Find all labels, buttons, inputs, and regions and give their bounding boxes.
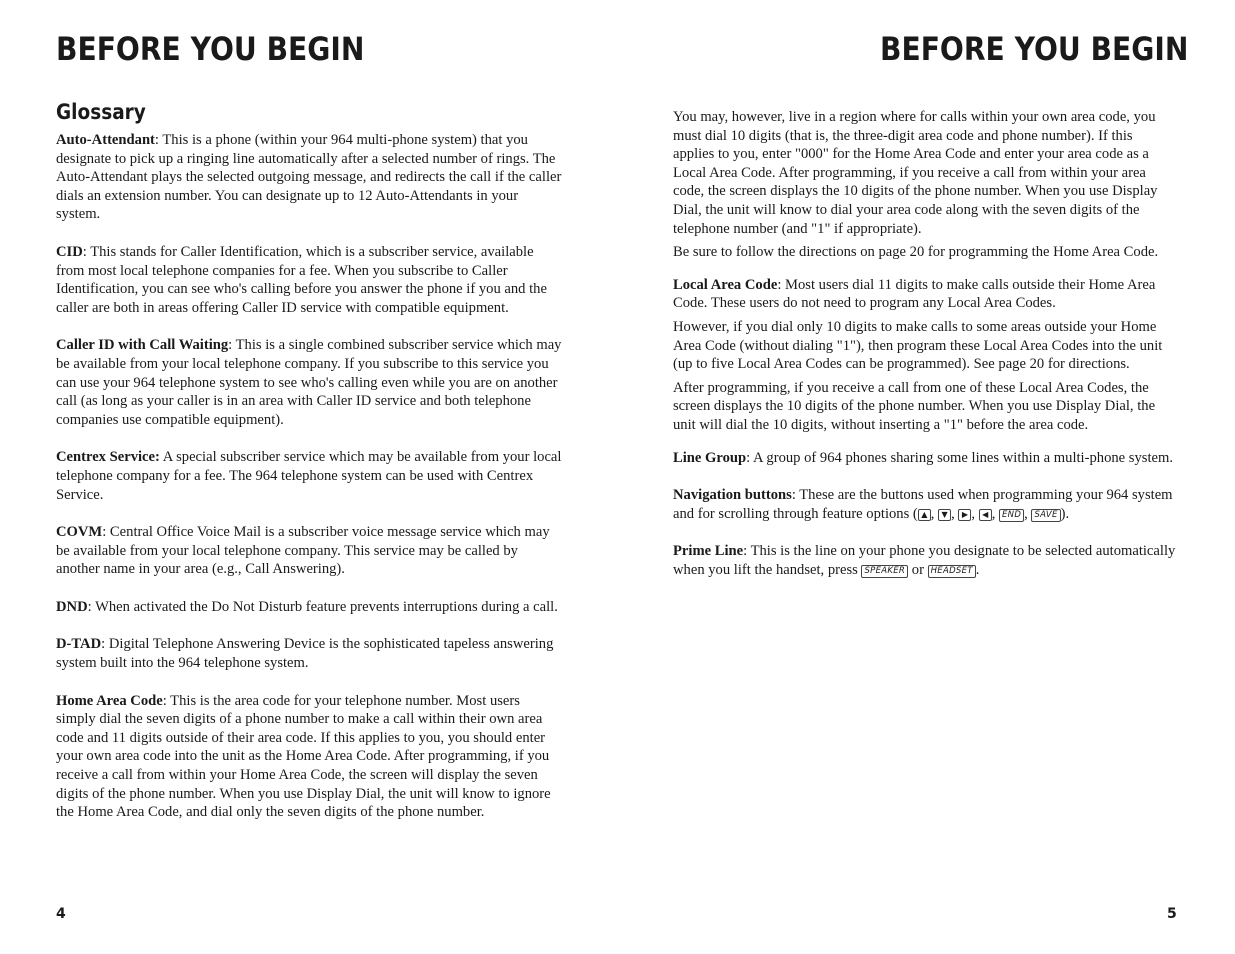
- up-arrow-key-icon: ▲: [918, 509, 931, 521]
- term-separator: :: [87, 598, 92, 615]
- end-key-icon: END: [999, 509, 1024, 522]
- glossary-term: Caller ID with Call Waiting: [56, 337, 229, 354]
- period: .: [975, 561, 980, 578]
- separator: ,: [971, 505, 979, 522]
- glossary-term: CID: [56, 243, 83, 260]
- glossary-definition: When activated the Do Not Disturb feature prevents interruptions during a call.: [91, 598, 558, 615]
- glossary-term: Line Group: [673, 449, 747, 466]
- glossary-definition: : Most users dial 11 digits to make calls outside their Home Area Code. These users do not need to program any Local Area Codes.: [673, 276, 1156, 312]
- glossary-definition: Central Office Voice Mail is a subscriber voice message service which may be available from your local telephone company. This service may be called by another name in your area (e.g., Call Answering).: [56, 524, 550, 578]
- save-key-icon: SAVE: [1031, 509, 1060, 522]
- glossary-term: Home Area Code: [56, 692, 163, 709]
- glossary-term: Navigation buttons: [673, 487, 792, 504]
- glossary-definition: This is a phone (within your 964 multi-phone system) that you designate to pick up a ringing line automatically after a selected number of rings. The Auto-Attendant plays the selected outgoing message, and redirects the call if the caller dials an extension number. You can designate up to 12 Auto-Attendants in your system.: [56, 132, 562, 223]
- glossary-definition: : This is the line on your phone you designate to be selected automatically when you lift the handset, press: [673, 543, 1176, 578]
- glossary-term: Auto-Attendant: [56, 132, 155, 148]
- page-number: 5: [1167, 906, 1177, 922]
- glossary-entry-cid: [56, 243, 562, 317]
- page-title: BEFORE YOU BEGIN: [880, 30, 1189, 68]
- conjunction: or: [908, 561, 928, 578]
- glossary-term: Centrex Service:: [56, 449, 160, 466]
- glossary-definition: This is the area code for your telephone number. Most users simply dial the seven digits of a phone number to make a call within their own area code and 11 digits outside of their area code. If this applies to you, you should enter your own area code into the unit as the Home Area Code. After programming, if you receive a call from within your Home Area Code, the screen will display the seven digits of the phone number. When you use Display Dial, the unit will know to ignore the Home Area Code, and dial only the seven digits of the phone number.: [56, 692, 551, 821]
- home-area-code-note: Be sure to follow the directions on page 20 for programming the Home Area Code.: [673, 244, 1159, 261]
- down-arrow-key-icon: ▼: [938, 509, 951, 521]
- glossary-term: Local Area Code: [673, 276, 778, 293]
- term-separator: :: [154, 132, 159, 148]
- glossary-definition: A special subscriber service which may be available from your local telephone company for a fee. The 964 telephone system can be used with Centrex Service.: [56, 449, 562, 503]
- glossary-entry-auto-attendant: [56, 131, 562, 224]
- glossary-list: [56, 131, 562, 841]
- local-area-code-after: After programming, if you receive a call from one of these Local Area Codes, the screen displays the 10 digits of the phone number. When you use Display Dial, the unit will dial the 10 digits, without inserting a "1" before the area code.: [673, 379, 1156, 433]
- page-number: 4: [56, 906, 66, 922]
- glossary-entry-caller-id-call-waiting: [56, 336, 562, 429]
- term-separator: :: [102, 524, 107, 541]
- glossary-entry-covm: [56, 523, 562, 579]
- right-page: [673, 0, 1189, 954]
- glossary-entry-navigation-buttons: [673, 486, 1177, 523]
- glossary-entry-d-tad: [56, 635, 562, 672]
- glossary-definition: : A group of 964 phones sharing some lines within a multi-phone system.: [746, 449, 1173, 466]
- term-separator: :: [162, 692, 167, 709]
- glossary-entry-prime-line: [673, 542, 1177, 579]
- glossary-term: D-TAD: [56, 636, 102, 653]
- local-area-code-detail: However, if you dial only 10 digits to make calls to some areas outside your Home Area Code (without dialing "1"), then program these Local Area Codes into the unit (up to five Local Area Codes can be programmed). See page 20 for directions.: [673, 318, 1163, 373]
- glossary-definition: : These are the buttons used when programming your 964 system and for scrolling through feature options (: [673, 487, 1173, 522]
- right-arrow-key-icon: ▶: [958, 509, 971, 521]
- glossary-definition: This is a single combined subscriber service which may be available from your local telephone company. If you subscribe to this service you can use your 964 telephone system to see who's calling even while you are on another call (as long as your caller is in an area with Caller ID service and both telephone companies use compatible equipment).: [56, 337, 562, 428]
- separator: ,: [930, 505, 939, 522]
- separator: ,: [991, 505, 999, 522]
- glossary-continued: [673, 108, 1177, 598]
- page-title: BEFORE YOU BEGIN: [56, 30, 365, 68]
- glossary-entry-line-group: [673, 449, 1177, 468]
- glossary-entry-centrex: [56, 448, 562, 504]
- term-separator: :: [101, 636, 106, 653]
- speaker-key-icon: SPEAKER: [861, 565, 908, 578]
- left-page: [56, 0, 562, 954]
- home-area-code-continued: You may, however, live in a region where for calls within your own area code, you must dial 10 digits (that is, the three-digit area code and phone number). If this applies to you, enter "000" for the Home Area Code and enter your area code as a Local Area Code. After programming, if you receive a call from within your area code, the screen displays the 10 digits of the phone number. When you use Display Dial, the unit will know to dial your area code along with the seven digits of the telephone number (and "1" if appropriate).: [673, 109, 1158, 237]
- glossary-definition: This stands for Caller Identification, which is a subscriber service, available from most local telephone companies for a fee. When you subscribe to Caller Identification, you can see who's calling before you answer the phone if you and the caller are both in areas offering Caller ID service with compatible equipment.: [56, 243, 547, 316]
- glossary-entry-home-area-code: [56, 692, 562, 822]
- term-separator: :: [82, 243, 87, 260]
- closing-paren: ).: [1060, 505, 1070, 522]
- term-separator: :: [228, 337, 233, 354]
- glossary-term: COVM: [56, 524, 103, 541]
- separator: ,: [1024, 505, 1032, 522]
- glossary-definition: Digital Telephone Answering Device is the sophisticated tapeless answering system built into the 964 telephone system.: [56, 636, 554, 672]
- glossary-entry-local-area-code: [673, 276, 1177, 313]
- separator: ,: [951, 505, 959, 522]
- glossary-heading: Glossary: [56, 100, 146, 124]
- glossary-term: Prime Line: [673, 543, 744, 560]
- glossary-entry-dnd: [56, 598, 562, 617]
- left-arrow-key-icon: ◀: [979, 509, 992, 521]
- headset-key-icon: HEADSET: [928, 565, 976, 578]
- glossary-term: DND: [56, 598, 88, 615]
